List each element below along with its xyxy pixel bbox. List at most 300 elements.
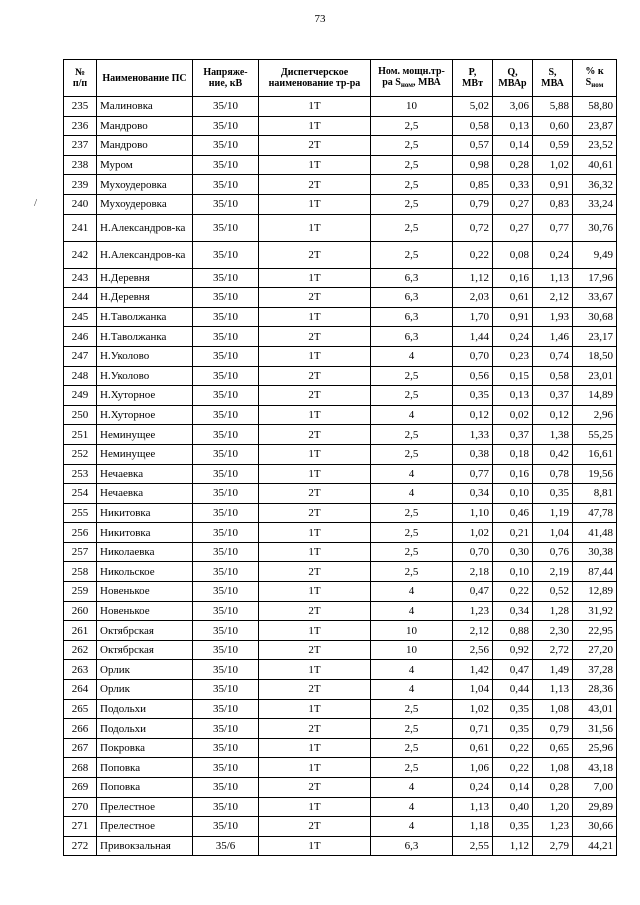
cell-substation-name: Никитовка [97, 503, 193, 523]
table-row [64, 719, 617, 739]
cell-substation-name: Николаевка [97, 542, 193, 562]
cell-nominal-power: 2,5 [371, 758, 453, 778]
cell-substation-name: Октябрская [97, 640, 193, 660]
cell-q: 0,47 [493, 660, 533, 680]
cell-p: 2,12 [453, 621, 493, 641]
cell-s: 1,23 [533, 817, 573, 837]
cell-number: 248 [64, 366, 97, 386]
cell-nominal-power: 4 [371, 405, 453, 425]
cell-percent: 30,66 [573, 817, 617, 837]
cell-number: 271 [64, 817, 97, 837]
cell-dispatch-name: 1Т [259, 307, 371, 327]
cell-p: 0,70 [453, 346, 493, 366]
cell-s: 0,83 [533, 194, 573, 214]
cell-substation-name: Мухоудеровка [97, 194, 193, 214]
table-row [64, 386, 617, 406]
cell-p: 2,56 [453, 640, 493, 660]
cell-q: 1,12 [493, 836, 533, 856]
cell-p: 0,56 [453, 366, 493, 386]
cell-voltage: 35/10 [193, 758, 259, 778]
cell-voltage: 35/10 [193, 738, 259, 758]
cell-voltage: 35/10 [193, 214, 259, 241]
cell-number: 250 [64, 405, 97, 425]
cell-percent: 28,36 [573, 680, 617, 700]
cell-substation-name: Муром [97, 155, 193, 175]
cell-percent: 31,92 [573, 601, 617, 621]
cell-percent: 8,81 [573, 484, 617, 504]
cell-nominal-power: 4 [371, 484, 453, 504]
cell-q: 0,44 [493, 680, 533, 700]
cell-q: 0,14 [493, 778, 533, 798]
cell-substation-name: Нечаевка [97, 464, 193, 484]
cell-substation-name: Мухоудеровка [97, 175, 193, 195]
cell-number: 253 [64, 464, 97, 484]
cell-voltage: 35/10 [193, 601, 259, 621]
cell-number: 257 [64, 542, 97, 562]
cell-s: 1,46 [533, 327, 573, 347]
cell-substation-name: Никитовка [97, 523, 193, 543]
cell-number: 251 [64, 425, 97, 445]
cell-percent: 25,96 [573, 738, 617, 758]
cell-s: 0,42 [533, 444, 573, 464]
cell-s: 1,08 [533, 699, 573, 719]
cell-nominal-power: 2,5 [371, 241, 453, 268]
cell-s: 2,72 [533, 640, 573, 660]
cell-p: 5,02 [453, 97, 493, 117]
cell-dispatch-name: 1Т [259, 582, 371, 602]
cell-number: 249 [64, 386, 97, 406]
table-row [64, 155, 617, 175]
table-row [64, 758, 617, 778]
cell-percent: 43,18 [573, 758, 617, 778]
cell-s: 0,76 [533, 542, 573, 562]
cell-s: 0,35 [533, 484, 573, 504]
cell-s: 0,91 [533, 175, 573, 195]
table-row [64, 444, 617, 464]
cell-p: 0,12 [453, 405, 493, 425]
cell-p: 0,57 [453, 136, 493, 156]
cell-substation-name: Прелестное [97, 817, 193, 837]
cell-p: 1,12 [453, 268, 493, 288]
substation-load-table [63, 59, 617, 856]
cell-number: 254 [64, 484, 97, 504]
cell-q: 0,16 [493, 464, 533, 484]
cell-dispatch-name: 2Т [259, 719, 371, 739]
cell-voltage: 35/10 [193, 542, 259, 562]
table-row [64, 194, 617, 214]
cell-percent: 36,32 [573, 175, 617, 195]
cell-q: 0,35 [493, 719, 533, 739]
cell-dispatch-name: 1Т [259, 464, 371, 484]
cell-nominal-power: 2,5 [371, 719, 453, 739]
cell-number: 256 [64, 523, 97, 543]
cell-number: 236 [64, 116, 97, 136]
cell-s: 1,20 [533, 797, 573, 817]
cell-voltage: 35/10 [193, 680, 259, 700]
cell-dispatch-name: 1Т [259, 346, 371, 366]
cell-dispatch-name: 2Т [259, 327, 371, 347]
cell-substation-name: Н.Уколово [97, 366, 193, 386]
cell-voltage: 35/10 [193, 405, 259, 425]
table-row [64, 425, 617, 445]
cell-voltage: 35/10 [193, 136, 259, 156]
cell-voltage: 35/10 [193, 778, 259, 798]
cell-dispatch-name: 1Т [259, 542, 371, 562]
cell-q: 0,24 [493, 327, 533, 347]
cell-number: 245 [64, 307, 97, 327]
cell-number: 246 [64, 327, 97, 347]
cell-voltage: 35/10 [193, 425, 259, 445]
cell-percent: 30,68 [573, 307, 617, 327]
cell-substation-name: Н.Александров-ка [97, 241, 193, 268]
cell-p: 0,98 [453, 155, 493, 175]
cell-number: 240 [64, 194, 97, 214]
cell-s: 0,12 [533, 405, 573, 425]
cell-q: 0,37 [493, 425, 533, 445]
cell-nominal-power: 4 [371, 464, 453, 484]
cell-dispatch-name: 2Т [259, 425, 371, 445]
cell-dispatch-name: 1Т [259, 405, 371, 425]
cell-p: 0,24 [453, 778, 493, 798]
cell-nominal-power: 4 [371, 778, 453, 798]
cell-dispatch-name: 2Т [259, 386, 371, 406]
cell-substation-name: Н.Таволжанка [97, 327, 193, 347]
table-row [64, 116, 617, 136]
table-row [64, 136, 617, 156]
cell-percent: 23,01 [573, 366, 617, 386]
cell-percent: 23,17 [573, 327, 617, 347]
cell-nominal-power: 2,5 [371, 155, 453, 175]
cell-percent: 40,61 [573, 155, 617, 175]
cell-percent: 29,89 [573, 797, 617, 817]
cell-s: 0,60 [533, 116, 573, 136]
cell-p: 1,02 [453, 699, 493, 719]
cell-substation-name: Октябрская [97, 621, 193, 641]
cell-q: 0,22 [493, 758, 533, 778]
cell-q: 0,27 [493, 194, 533, 214]
cell-dispatch-name: 2Т [259, 175, 371, 195]
cell-dispatch-name: 1Т [259, 444, 371, 464]
cell-q: 0,40 [493, 797, 533, 817]
cell-substation-name: Никольское [97, 562, 193, 582]
cell-nominal-power: 6,3 [371, 836, 453, 856]
cell-percent: 2,96 [573, 405, 617, 425]
cell-percent: 43,01 [573, 699, 617, 719]
cell-nominal-power: 4 [371, 660, 453, 680]
cell-voltage: 35/10 [193, 562, 259, 582]
cell-number: 243 [64, 268, 97, 288]
cell-substation-name: Поповка [97, 758, 193, 778]
margin-mark: / [34, 197, 38, 209]
cell-number: 244 [64, 288, 97, 308]
cell-s: 1,49 [533, 660, 573, 680]
cell-dispatch-name: 2Т [259, 817, 371, 837]
cell-q: 0,13 [493, 116, 533, 136]
cell-dispatch-name: 1Т [259, 116, 371, 136]
cell-q: 0,91 [493, 307, 533, 327]
cell-s: 1,13 [533, 680, 573, 700]
cell-dispatch-name: 2Т [259, 366, 371, 386]
cell-p: 1,42 [453, 660, 493, 680]
cell-nominal-power: 4 [371, 582, 453, 602]
cell-nominal-power: 4 [371, 346, 453, 366]
cell-q: 0,10 [493, 484, 533, 504]
cell-s: 0,78 [533, 464, 573, 484]
cell-q: 0,35 [493, 699, 533, 719]
header-percent: % к $S_{ном}$ [573, 60, 617, 97]
cell-q: 0,15 [493, 366, 533, 386]
cell-voltage: 35/10 [193, 327, 259, 347]
cell-dispatch-name: 1Т [259, 797, 371, 817]
cell-number: 262 [64, 640, 97, 660]
cell-p: 0,58 [453, 116, 493, 136]
table-body [64, 97, 617, 856]
cell-dispatch-name: 2Т [259, 778, 371, 798]
cell-voltage: 35/10 [193, 797, 259, 817]
table-row [64, 562, 617, 582]
table-row [64, 405, 617, 425]
cell-s: 2,30 [533, 621, 573, 641]
table-row [64, 582, 617, 602]
cell-nominal-power: 10 [371, 97, 453, 117]
cell-substation-name: Подольхи [97, 699, 193, 719]
cell-p: 0,35 [453, 386, 493, 406]
cell-dispatch-name: 1Т [259, 155, 371, 175]
cell-substation-name: Н.Деревня [97, 268, 193, 288]
cell-number: 266 [64, 719, 97, 739]
cell-number: 235 [64, 97, 97, 117]
cell-s: 0,74 [533, 346, 573, 366]
cell-nominal-power: 2,5 [371, 136, 453, 156]
cell-dispatch-name: 2Т [259, 680, 371, 700]
cell-s: 0,28 [533, 778, 573, 798]
cell-nominal-power: 2,5 [371, 366, 453, 386]
cell-number: 237 [64, 136, 97, 156]
cell-dispatch-name: 1Т [259, 699, 371, 719]
table-row [64, 817, 617, 837]
cell-dispatch-name: 2Т [259, 241, 371, 268]
cell-s: 0,59 [533, 136, 573, 156]
cell-nominal-power: 2,5 [371, 425, 453, 445]
header-dispatch-name: Диспетчерское наименование тр-ра [259, 60, 371, 97]
cell-number: 264 [64, 680, 97, 700]
header-name: Наименование ПС [97, 60, 193, 97]
cell-q: 0,33 [493, 175, 533, 195]
cell-percent: 44,21 [573, 836, 617, 856]
cell-q: 0,27 [493, 214, 533, 241]
cell-voltage: 35/10 [193, 155, 259, 175]
header-nominal-power: Ном. мощн.тр-ра $S_{ном}$, МВА [371, 60, 453, 97]
cell-percent: 47,78 [573, 503, 617, 523]
cell-substation-name: Н.Уколово [97, 346, 193, 366]
cell-dispatch-name: 2Т [259, 136, 371, 156]
cell-q: 0,22 [493, 738, 533, 758]
cell-voltage: 35/10 [193, 175, 259, 195]
cell-voltage: 35/10 [193, 523, 259, 543]
cell-substation-name: Нечаевка [97, 484, 193, 504]
cell-p: 1,10 [453, 503, 493, 523]
cell-substation-name: Поповка [97, 778, 193, 798]
table-row [64, 542, 617, 562]
cell-number: 242 [64, 241, 97, 268]
table-row [64, 366, 617, 386]
cell-percent: 30,38 [573, 542, 617, 562]
cell-substation-name: Неминущее [97, 444, 193, 464]
cell-dispatch-name: 1Т [259, 268, 371, 288]
cell-q: 0,10 [493, 562, 533, 582]
cell-voltage: 35/10 [193, 366, 259, 386]
cell-dispatch-name: 1Т [259, 660, 371, 680]
cell-nominal-power: 2,5 [371, 699, 453, 719]
cell-voltage: 35/10 [193, 699, 259, 719]
cell-nominal-power: 10 [371, 621, 453, 641]
cell-q: 0,23 [493, 346, 533, 366]
cell-dispatch-name: 1Т [259, 758, 371, 778]
cell-voltage: 35/10 [193, 307, 259, 327]
cell-q: 0,34 [493, 601, 533, 621]
cell-p: 0,47 [453, 582, 493, 602]
cell-nominal-power: 2,5 [371, 738, 453, 758]
table-row [64, 660, 617, 680]
cell-s: 0,58 [533, 366, 573, 386]
cell-number: 270 [64, 797, 97, 817]
table-row [64, 738, 617, 758]
cell-number: 259 [64, 582, 97, 602]
cell-q: 0,14 [493, 136, 533, 156]
cell-s: 0,77 [533, 214, 573, 241]
table-row [64, 241, 617, 268]
cell-p: 0,77 [453, 464, 493, 484]
cell-q: 0,13 [493, 386, 533, 406]
cell-dispatch-name: 1Т [259, 523, 371, 543]
cell-voltage: 35/10 [193, 484, 259, 504]
table-row [64, 699, 617, 719]
cell-number: 255 [64, 503, 97, 523]
cell-substation-name: Орлик [97, 680, 193, 700]
cell-q: 0,88 [493, 621, 533, 641]
cell-nominal-power: 2,5 [371, 444, 453, 464]
cell-dispatch-name: 1Т [259, 214, 371, 241]
cell-voltage: 35/10 [193, 444, 259, 464]
cell-p: 1,06 [453, 758, 493, 778]
cell-number: 267 [64, 738, 97, 758]
table-row [64, 503, 617, 523]
cell-substation-name: Орлик [97, 660, 193, 680]
cell-s: 1,28 [533, 601, 573, 621]
cell-voltage: 35/10 [193, 288, 259, 308]
cell-voltage: 35/10 [193, 719, 259, 739]
table-row [64, 464, 617, 484]
cell-p: 1,18 [453, 817, 493, 837]
table-row [64, 346, 617, 366]
cell-percent: 7,00 [573, 778, 617, 798]
table-row [64, 307, 617, 327]
cell-substation-name: Новенькое [97, 601, 193, 621]
table-row [64, 621, 617, 641]
table-row [64, 214, 617, 241]
cell-nominal-power: 2,5 [371, 503, 453, 523]
table-row [64, 778, 617, 798]
cell-p: 2,18 [453, 562, 493, 582]
table-row [64, 836, 617, 856]
cell-p: 1,44 [453, 327, 493, 347]
cell-number: 263 [64, 660, 97, 680]
cell-number: 260 [64, 601, 97, 621]
cell-nominal-power: 2,5 [371, 386, 453, 406]
cell-percent: 87,44 [573, 562, 617, 582]
cell-number: 268 [64, 758, 97, 778]
cell-percent: 30,76 [573, 214, 617, 241]
cell-nominal-power: 4 [371, 817, 453, 837]
cell-voltage: 35/10 [193, 241, 259, 268]
cell-percent: 17,96 [573, 268, 617, 288]
cell-dispatch-name: 2Т [259, 640, 371, 660]
cell-nominal-power: 2,5 [371, 214, 453, 241]
cell-p: 1,04 [453, 680, 493, 700]
cell-q: 0,61 [493, 288, 533, 308]
table-row [64, 175, 617, 195]
cell-p: 1,02 [453, 523, 493, 543]
cell-q: 0,16 [493, 268, 533, 288]
cell-p: 0,70 [453, 542, 493, 562]
cell-percent: 37,28 [573, 660, 617, 680]
cell-number: 247 [64, 346, 97, 366]
header-q: Q, МВАр [493, 60, 533, 97]
cell-p: 0,34 [453, 484, 493, 504]
cell-p: 0,22 [453, 241, 493, 268]
page-number: 73 [314, 13, 326, 25]
cell-nominal-power: 6,3 [371, 327, 453, 347]
cell-dispatch-name: 2Т [259, 601, 371, 621]
cell-dispatch-name: 2Т [259, 288, 371, 308]
cell-substation-name: Подольхи [97, 719, 193, 739]
cell-nominal-power: 10 [371, 640, 453, 660]
cell-substation-name: Мандрово [97, 136, 193, 156]
cell-dispatch-name: 1Т [259, 194, 371, 214]
cell-p: 0,71 [453, 719, 493, 739]
cell-percent: 55,25 [573, 425, 617, 445]
cell-substation-name: Новенькое [97, 582, 193, 602]
cell-nominal-power: 6,3 [371, 268, 453, 288]
cell-nominal-power: 2,5 [371, 523, 453, 543]
cell-voltage: 35/10 [193, 346, 259, 366]
cell-dispatch-name: 2Т [259, 484, 371, 504]
cell-p: 0,38 [453, 444, 493, 464]
cell-number: 238 [64, 155, 97, 175]
cell-percent: 58,80 [573, 97, 617, 117]
table-header-row [64, 60, 617, 97]
cell-s: 2,79 [533, 836, 573, 856]
cell-voltage: 35/10 [193, 386, 259, 406]
cell-voltage: 35/10 [193, 640, 259, 660]
cell-percent: 27,20 [573, 640, 617, 660]
cell-number: 239 [64, 175, 97, 195]
header-p: P, МВт [453, 60, 493, 97]
cell-number: 269 [64, 778, 97, 798]
cell-q: 0,02 [493, 405, 533, 425]
cell-p: 0,72 [453, 214, 493, 241]
cell-p: 1,23 [453, 601, 493, 621]
cell-substation-name: Покровка [97, 738, 193, 758]
cell-q: 0,46 [493, 503, 533, 523]
cell-voltage: 35/10 [193, 621, 259, 641]
cell-dispatch-name: 1Т [259, 97, 371, 117]
cell-percent: 18,50 [573, 346, 617, 366]
cell-q: 3,06 [493, 97, 533, 117]
cell-percent: 41,48 [573, 523, 617, 543]
cell-s: 1,13 [533, 268, 573, 288]
cell-s: 0,65 [533, 738, 573, 758]
